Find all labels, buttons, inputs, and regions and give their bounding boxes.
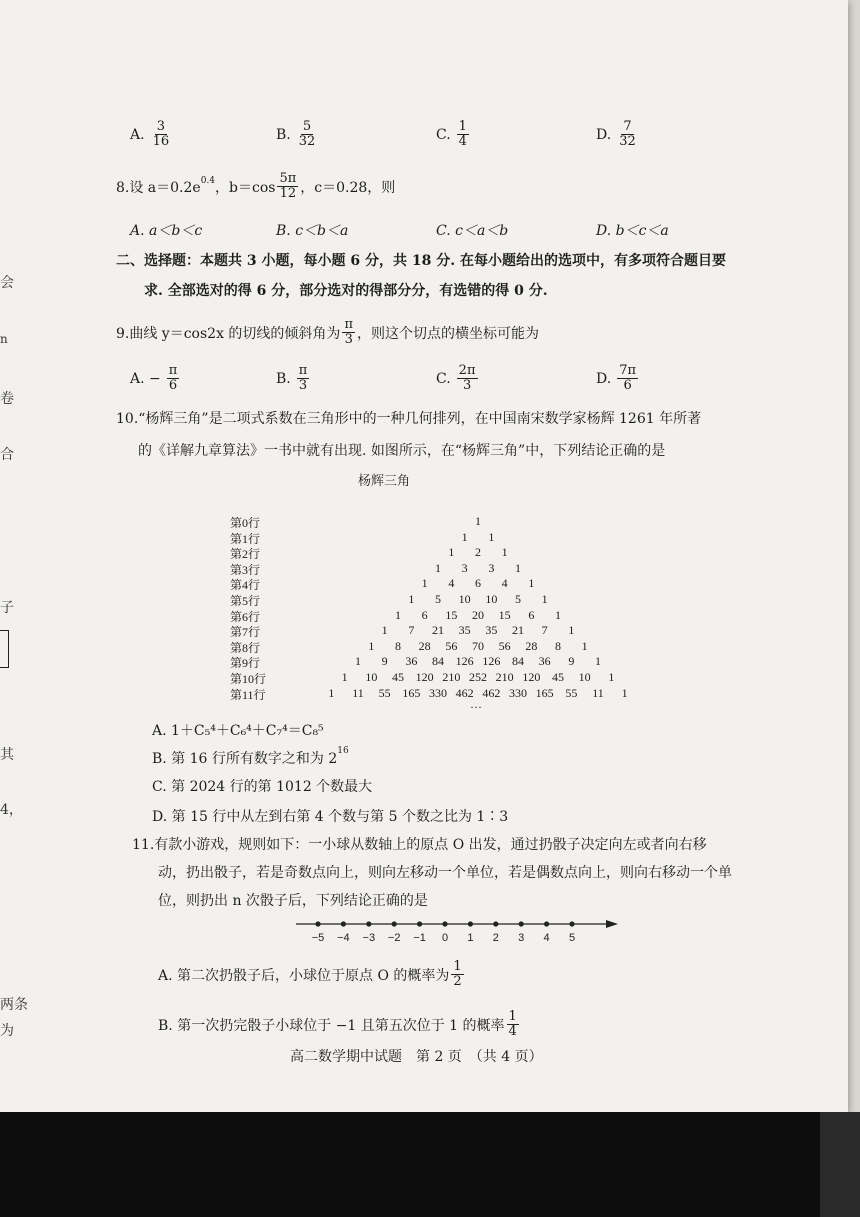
q8-option-a: A. a＜b＜c	[130, 223, 203, 239]
triangle-row-label: 第4行	[230, 578, 261, 593]
q7-option-d: D. $\frac{7}{32}$	[596, 119, 636, 149]
number-line-point	[341, 921, 346, 926]
triangle-row-label: 第10行	[230, 672, 267, 686]
edge-char: n	[0, 332, 8, 346]
triangle-number: 4	[448, 576, 455, 591]
q10-stem-line1: 10.“杨辉三角”是二项式系数在三角形中的一种几何排列，在中国南宋数学家杨辉 1261 年所著	[116, 411, 702, 427]
q11-stem-line1: 11.有款小游戏，规则如下：一小球从数轴上的原点 O 出发，通过扔骰子决定向左或者向右移	[132, 837, 707, 853]
triangle-number: 1	[488, 529, 495, 544]
q10-option-c: C. 第 2024 行的第 1012 个数最大	[152, 779, 373, 795]
q9-option-c: C. $\frac{2\pi}{3}$	[436, 363, 476, 393]
triangle-number: 15	[445, 607, 458, 622]
triangle-row-label: 第5行	[230, 594, 261, 608]
triangle-number: 6	[421, 607, 428, 622]
q9-option-d: D. $\frac{7\pi}{6}$	[596, 363, 637, 393]
number-line-point	[569, 921, 574, 926]
triangle-number: 1	[608, 670, 615, 684]
triangle-number: 1	[581, 638, 588, 653]
edge-char: 卷	[0, 391, 14, 407]
triangle-title: 杨辉三角	[358, 474, 411, 489]
triangle-number: 11	[352, 685, 364, 700]
triangle-number: 126	[482, 654, 501, 669]
triangle-row-label: 第8行	[230, 640, 261, 655]
triangle-number: 7	[408, 623, 415, 638]
q8-option-b: B. c＜b＜a	[276, 223, 349, 239]
edge-char: 其	[0, 747, 14, 763]
edge-char: 4，	[0, 802, 23, 818]
triangle-number: 21	[511, 623, 524, 638]
number-line-point	[315, 921, 320, 926]
triangle-number: 55	[378, 685, 391, 700]
q7-option-a: A. $\frac{3}{16}$	[130, 119, 170, 149]
number-line-tick-label: 4	[543, 932, 550, 944]
number-line-tick-label: −3	[362, 932, 376, 944]
triangle-row-label: 第6行	[230, 609, 261, 624]
triangle-number: 165	[535, 685, 554, 700]
triangle-row-label: 第1行	[230, 531, 261, 546]
triangle-number: 15	[498, 607, 511, 622]
triangle-row-label: 第3行	[230, 562, 261, 577]
triangle-number: 1	[341, 670, 348, 684]
triangle-number: 3	[461, 560, 468, 575]
triangle-number: 45	[392, 670, 404, 684]
triangle-number: 1	[381, 623, 388, 638]
number-line-tick-label: −2	[387, 932, 401, 944]
triangle-number: 2	[475, 545, 481, 560]
number-line-tick-label: 2	[492, 932, 499, 944]
triangle-number: 21	[432, 623, 444, 638]
triangle-number: 252	[469, 670, 487, 684]
triangle-number: 126	[455, 654, 474, 669]
triangle-number: 1	[554, 607, 561, 622]
triangle-number: 10	[365, 670, 378, 684]
triangle-number: 1	[421, 576, 428, 591]
number-line-point	[493, 921, 498, 926]
section2-header-line1: 二、选择题：本题共 3 小题，每小题 6 分，共 18 分. 在每小题给出的选项中，有多项符合题目要	[116, 253, 726, 269]
q8-option-d: D. b＜c＜a	[596, 223, 669, 239]
triangle-number: 28	[418, 638, 431, 653]
triangle-number: 7	[541, 623, 548, 638]
triangle-number: 56	[498, 638, 511, 653]
triangle-number: 1	[408, 592, 415, 606]
number-line-tick-label: 0	[441, 932, 449, 944]
number-line-tick-label: −1	[413, 932, 426, 944]
edge-char: 两条	[0, 997, 28, 1013]
triangle-number: 330	[508, 685, 527, 700]
edge-box	[0, 630, 9, 668]
triangle-number: 84	[432, 654, 444, 669]
page-footer: 高二数学期中试题 第 2 页 （共 4 页）	[290, 1049, 543, 1065]
q10-stem-line2: 的《详解九章算法》一书中就有出现. 如图所示，在“杨辉三角”中，下列结论正确的是	[138, 443, 666, 459]
triangle-number: 35	[485, 623, 498, 638]
triangle-number: 4	[501, 576, 508, 591]
q7-option-c: C. $\frac{1}{4}$	[436, 119, 467, 149]
q9-option-a: A. − $\frac{\pi}{6}$	[130, 363, 178, 393]
number-line-point	[468, 921, 473, 926]
triangle-number: 1	[328, 685, 335, 700]
number-line	[296, 912, 626, 952]
number-line-tick-label: −5	[311, 932, 325, 944]
triangle-number: 3	[488, 560, 495, 575]
section2-header-line2: 求. 全部选对的得 6 分，部分选对的得部分分，有选错的得 0 分.	[144, 283, 548, 299]
number-line-arrow	[606, 920, 618, 928]
number-line-point	[442, 921, 447, 926]
triangle-number: 1	[528, 576, 535, 591]
number-line-tick-label: 5	[568, 932, 576, 944]
edge-char: 合	[0, 447, 14, 463]
q8-stem: 8.设 a＝0.2e $^{0.4}$ ，b＝cos $\frac{5\pi}{12}$ ，c＝0.28，则	[116, 171, 396, 201]
triangle-number: 462	[455, 685, 474, 700]
triangle-number: 462	[482, 685, 501, 700]
triangle-row-label: 第2行	[230, 547, 261, 562]
triangle-number: 28	[525, 638, 538, 653]
triangle-number: 55	[565, 685, 578, 700]
triangle-number: 1	[514, 560, 521, 575]
triangle-number: 70	[472, 638, 484, 653]
triangle-number: 35	[458, 623, 471, 638]
triangle-number: 1	[461, 529, 468, 544]
dark-corner	[820, 1112, 860, 1217]
triangle-row-label: 第7行	[230, 625, 261, 640]
triangle-number: 20	[472, 607, 484, 622]
number-line-tick-label: 3	[518, 932, 525, 944]
q11-stem-line2: 动，扔出骰子，若是奇数点向上，则向左移动一个单位，若是偶数点向上，则向右移动一个单	[158, 865, 732, 881]
triangle-number: 1	[541, 592, 548, 606]
triangle-number: 6	[528, 607, 535, 622]
dark-background	[0, 1112, 860, 1217]
q10-option-b: B. 第 16 行所有数字之和为 $2^{16}$	[152, 746, 349, 767]
number-line-point	[519, 921, 524, 926]
triangle-number: 1	[368, 638, 375, 653]
triangle-number: 9	[568, 654, 575, 669]
number-line-point	[544, 921, 549, 926]
triangle-number: 210	[495, 670, 514, 684]
number-line-tick-label: 1	[467, 932, 474, 944]
q11-option-a: A. 第二次扔骰子后，小球位于原点 O 的概率为 $\frac{1}{2}$	[158, 959, 462, 989]
triangle-number: 1	[435, 560, 441, 575]
triangle-number: 9	[381, 654, 388, 669]
triangle-number: 165	[402, 685, 421, 700]
triangle-number: 1	[395, 607, 401, 622]
triangle-number: 11	[592, 685, 604, 700]
triangle-number: 10	[578, 670, 591, 684]
q9-option-b: B. $\frac{\pi}{3}$	[276, 363, 308, 393]
triangle-number: 56	[445, 638, 458, 653]
triangle-number: 1	[355, 654, 361, 669]
triangle-row-label: 第11行	[230, 687, 266, 702]
edge-char: 会	[0, 275, 14, 291]
triangle-ellipsis: …	[470, 697, 482, 711]
q10-option-a: A. 1＋C₅⁴＋C₆⁴＋C₇⁴＝C₈⁵	[152, 723, 324, 739]
triangle-number: 1	[448, 545, 455, 560]
triangle-row-label: 第9行	[230, 656, 261, 671]
edge-char: 子	[0, 600, 14, 616]
triangle-number: 1	[594, 654, 601, 669]
number-line-tick-label: −4	[337, 932, 350, 944]
q11-option-b: B. 第一次扔完骰子小球位于 −1 且第五次位于 1 的概率 $\frac{1}{4}$	[158, 1009, 517, 1039]
triangle-number: 8	[554, 638, 561, 653]
triangle-number: 210	[442, 670, 461, 684]
triangle-number: 36	[538, 654, 551, 669]
triangle-number: 120	[522, 670, 541, 684]
q10-option-d: D. 第 15 行中从左到右第 4 个数与第 5 个数之比为 1∶3	[152, 809, 509, 825]
triangle-number: 45	[551, 670, 564, 684]
number-line-point	[366, 921, 371, 926]
triangle-number: 330	[429, 685, 447, 700]
triangle-number: 36	[405, 654, 418, 669]
triangle-number: 1	[568, 623, 575, 638]
triangle-number: 1	[501, 545, 508, 560]
edge-char: 为	[0, 1023, 14, 1039]
q7-option-b: B. $\frac{5}{32}$	[276, 119, 316, 149]
q8-option-c: C. c＜a＜b	[436, 223, 509, 239]
triangle-number: 1	[475, 514, 481, 528]
triangle-number: 1	[621, 685, 628, 700]
q9-stem: 9.曲线 y＝cos2x 的切线的倾斜角为 $\frac{\pi}{3}$ ，则这个切点的横坐标可能为	[116, 317, 539, 347]
triangle-number: 84	[511, 654, 524, 669]
triangle-number: 10	[485, 592, 498, 606]
triangle-number: 5	[514, 592, 521, 606]
triangle-number: 5	[435, 592, 441, 606]
triangle-number: 6	[475, 576, 481, 591]
triangle-number: 8	[395, 638, 401, 653]
triangle-row-label: 第0行	[230, 516, 261, 530]
number-line-svg	[296, 912, 626, 948]
number-line-point	[392, 921, 397, 926]
triangle-number: 120	[415, 670, 434, 684]
number-line-point	[417, 921, 422, 926]
triangle-number: 10	[458, 592, 471, 606]
q11-stem-line3: 位，则扔出 n 次骰子后，下列结论正确的是	[158, 893, 428, 909]
